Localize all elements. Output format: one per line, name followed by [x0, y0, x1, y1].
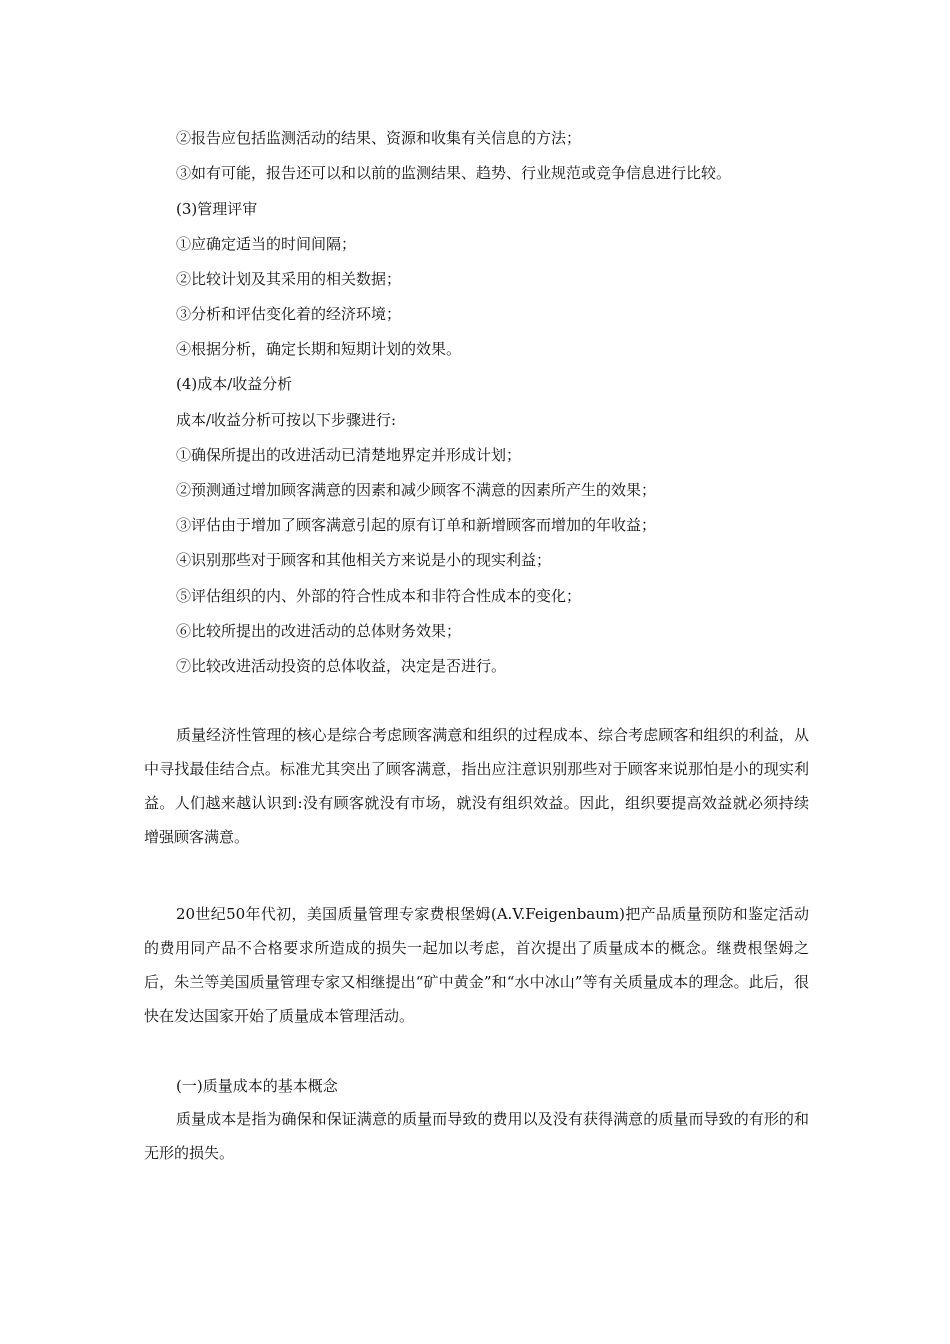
list-item: ④根据分析，确定长期和短期计划的效果。 [176, 340, 462, 358]
list-item: ③如有可能，报告还可以和以前的监测结果、趋势、行业规范或竞争信息进行比较。 [176, 164, 732, 182]
list-item: ②比较计划及其采用的相关数据； [176, 270, 402, 288]
list-item: ③评估由于增加了顾客满意引起的原有订单和新增顾客而增加的年收益； [176, 516, 657, 534]
body-paragraph: 质量成本是指为确保和保证满意的质量而导致的费用以及没有获得满意的质量而导致的有形的和无形的损失。 [144, 1110, 809, 1162]
list-item: ②预测通过增加顾客满意的因素和减少顾客不满意的因素所产生的效果； [176, 481, 657, 499]
body-paragraph: 质量经济性管理的核心是综合考虑顾客满意和组织的过程成本、综合考虑顾客和组织的利益，从中寻找最佳结合点。标准尤其突出了顾客满意，指出应注意识别那些对于顾客来说那怕是小的现实利益。人们越来越认识到:没有顾客就没有市场，就没有组织效益。因此，组织要提高效益就必须持续增强顾客满意。 [144, 726, 809, 846]
list-item: ③分析和评估变化着的经济环境； [176, 305, 402, 323]
section-heading: (4)成本/收益分析 [176, 375, 293, 393]
list-item: ⑤评估组织的内、外部的符合性成本和非符合性成本的变化； [176, 587, 582, 605]
list-intro: 成本/收益分析可按以下步骤进行: [176, 411, 397, 429]
body-paragraph: 20世纪50年代初，美国质量管理专家费根堡姆(A.V.Feigenbaum)把产品质量预防和鉴定活动的费用同产品不合格要求所造成的损失一起加以考虑，首次提出了质量成本的概念。继费根堡姆之后，朱兰等美国质量管理专家又相继提出“矿中黄金”和“水中冰山”等有关质量成本的理念。此后，很快在发达国家开始了质量成本管理活动。 [144, 905, 809, 1025]
list-item: ①确保所提出的改进活动已清楚地界定并形成计划； [176, 446, 522, 464]
list-item: ⑥比较所提出的改进活动的总体财务效果； [176, 622, 462, 640]
list-item: ⑦比较改进活动投资的总体收益，决定是否进行。 [176, 657, 507, 675]
list-item: ②报告应包括监测活动的结果、资源和收集有关信息的方法； [176, 129, 582, 147]
list-item: ①应确定适当的时间间隔； [176, 235, 357, 253]
section-heading: (3)管理评审 [176, 200, 258, 218]
list-item: ④识别那些对于顾客和其他相关方来说是小的现实利益； [176, 551, 552, 569]
subsection-heading: (一)质量成本的基本概念 [176, 1077, 338, 1095]
